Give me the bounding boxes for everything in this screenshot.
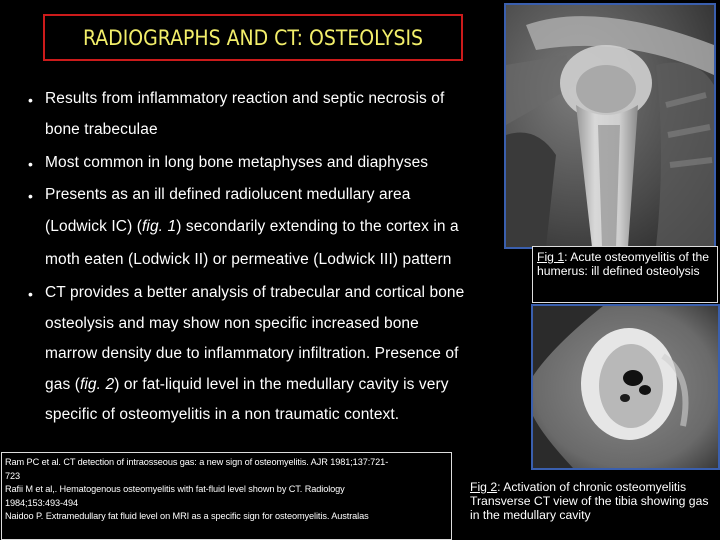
- fig-1-reference: fig. 1: [142, 218, 177, 235]
- bullet-marker: •: [28, 188, 33, 204]
- reference-line: Ram PC et al. CT detection of intraosseous gas: a new sign of osteomyelitis. AJR 1981;137:721-: [5, 457, 389, 467]
- bullet-1-line-1: Results from inflammatory reaction and septic necrosis of: [45, 90, 445, 107]
- bullet-2-line-1: Most common in long bone metaphyses and diaphyses: [45, 154, 429, 171]
- figure-2-label: Fig 2: [470, 480, 498, 494]
- figure-1-caption: [532, 246, 718, 303]
- bullet-marker: •: [28, 156, 33, 172]
- reference-line: 1984;153:493-494: [5, 497, 78, 508]
- bullet-4-line-2: osteolysis and may show non specific increased bone: [45, 315, 419, 332]
- bullet-4-line-4: gas (fig. 2) or fat-liquid level in the medullary cavity is very: [45, 376, 449, 393]
- bullet-4-line-5: specific of osteomyelitis in a non traumatic context.: [45, 406, 400, 423]
- fig-2-reference: fig. 2: [79, 376, 115, 393]
- bullet-marker: •: [28, 286, 33, 302]
- reference-line: 723: [5, 470, 21, 481]
- bullet-1-line-2: bone trabeculae: [45, 121, 158, 138]
- tibia-ct-image: [533, 306, 718, 468]
- bullet-4-line-1: CT provides a better analysis of trabecular and cortical bone: [45, 284, 465, 301]
- figure-2-ct-scan: [531, 304, 720, 470]
- slide-title: RADIOGRAPHS AND CT: OSTEOLYSIS: [82, 25, 424, 50]
- bullet-marker: •: [28, 92, 33, 108]
- bullet-4-line-3: marrow density due to inflammatory infiltration. Presence of: [45, 345, 459, 362]
- figure-1-caption-text: : Acute osteomyelitis of the humerus: ill defined osteolysis: [537, 250, 710, 278]
- humerus-xray-image: [506, 5, 714, 247]
- reference-line: Rafii M et al,. Hematogenous osteomyelitis with fat-fluid level shown by CT. Radiology: [5, 484, 345, 494]
- reference-line: Naidoo P. Extramedullary fat fluid level on MRI as a specific sign for osteomyelitis. Australas: [5, 511, 369, 521]
- figure-2-caption-text: : Activation of chronic osteomyelitis Transverse CT view of the tibia showing gas in the medullary cavity: [470, 480, 709, 522]
- figure-2-caption: [466, 478, 720, 534]
- references-box: [1, 452, 452, 540]
- figure-1-label: Fig 1: [537, 250, 565, 264]
- figure-1-radiograph: [504, 3, 716, 249]
- bullet-3-line-1: Presents as an ill defined radiolucent medullary area: [45, 186, 411, 203]
- title-box: [43, 14, 463, 61]
- bullet-3-line-3: moth eaten (Lodwick II) or permeative (Lodwick III) pattern: [45, 251, 452, 268]
- bullet-3-line-2: (Lodwick IC) (fig. 1) secondarily extending to the cortex in a: [45, 218, 459, 235]
